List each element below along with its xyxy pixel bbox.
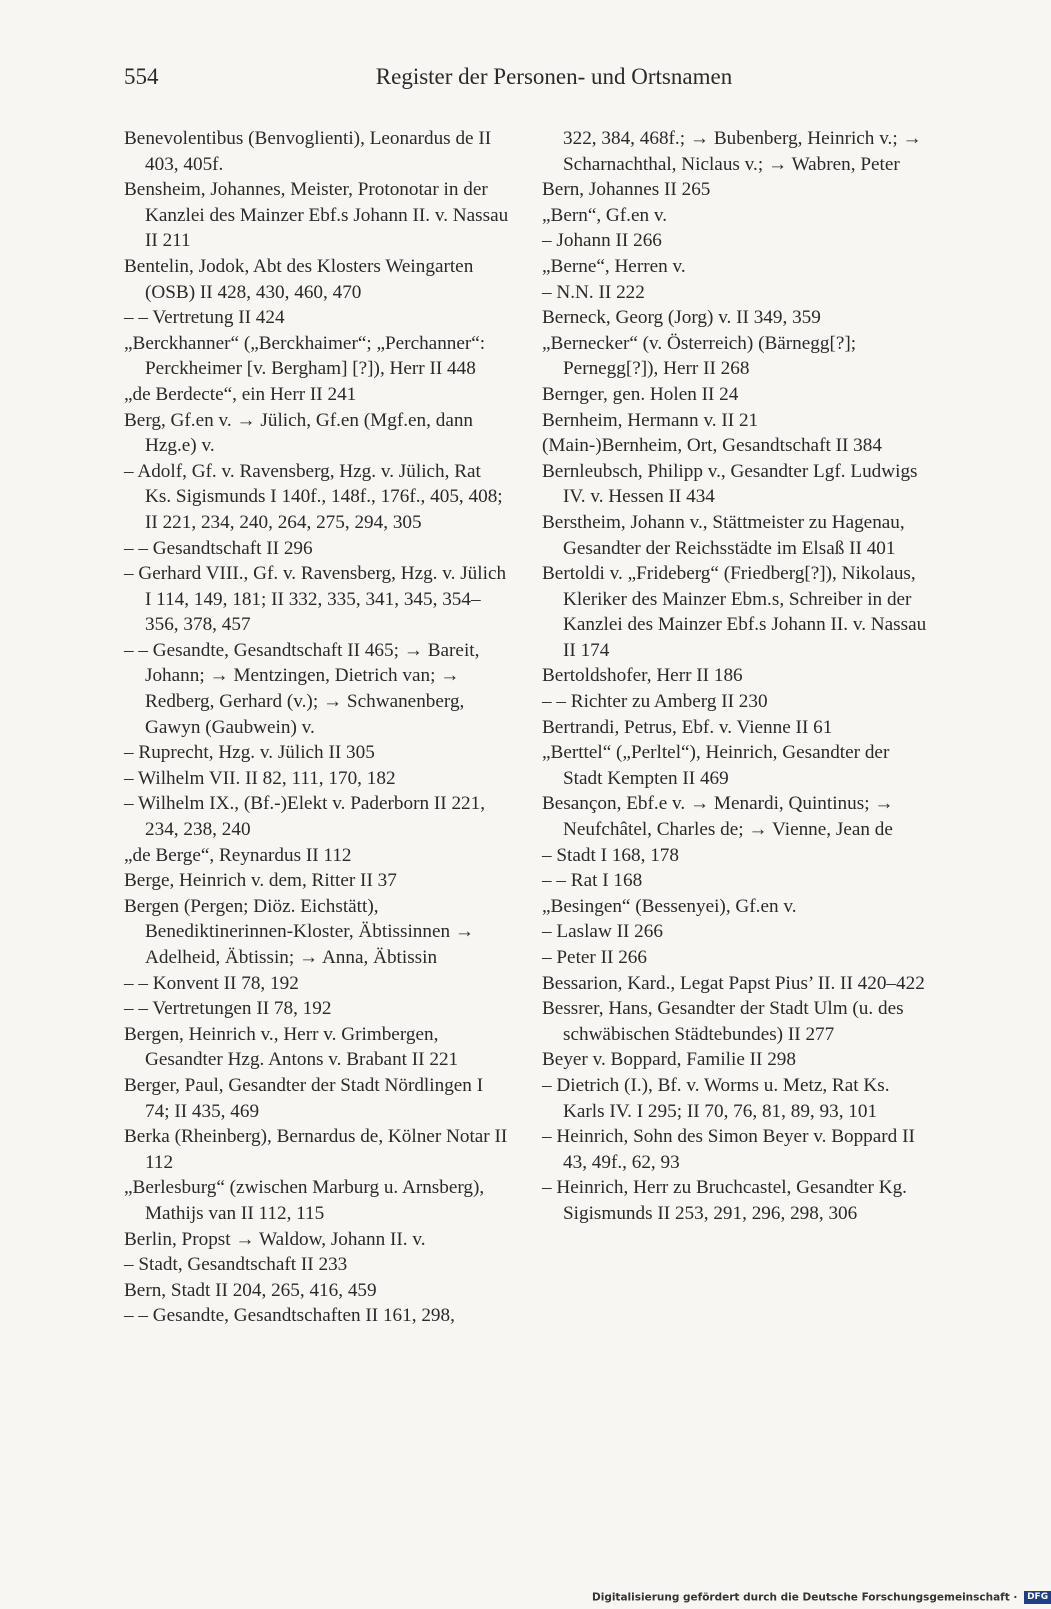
index-entry: „Bernecker“ (v. Österreich) (Bärnegg[?]; Pernegg[?]), Herr II 268: [542, 332, 857, 380]
index-entry: – Stadt I 168, 178: [542, 844, 679, 866]
index-entry: „Berckhanner“ („Berckhaimer“; „Perchanner“: Perckheimer [v. Bergham] [?]), Herr II 448: [124, 332, 486, 380]
page-number: 554: [124, 64, 159, 89]
index-entry: – Wilhelm IX., (Bf.-)Elekt v. Paderborn II 221, 234, 238, 240: [124, 793, 486, 841]
index-entry: „Bern“, Gf.en v.: [542, 204, 668, 226]
index-entry: – – Gesandte, Gesandtschaften II 161, 298,: [124, 1305, 455, 1327]
index-entry: – N.N. II 222: [542, 281, 645, 303]
index-entry: Besançon, Ebf.e v. → Menardi, Quintinus; → Neufchâtel, Charles de; → Vienne, Jean de: [542, 793, 894, 841]
index-entry: Bessarion, Kard., Legat Papst Pius’ II. II 420–422: [542, 972, 925, 994]
index-entry: – Adolf, Gf. v. Ravensberg, Hzg. v. Jülich, Rat Ks. Sigismunds I 140f., 148f., 176f., 405, 408; II 221, 234, 240, 264, 275, 294, 305: [124, 460, 503, 533]
index-entry: – Laslaw II 266: [542, 921, 663, 943]
index-entry: Bernger, gen. Holen II 24: [542, 383, 739, 405]
index-entry: Bertoldi v. „Frideberg“ (Friedberg[?]), Nikolaus, Kleriker des Mainzer Ebm.s, Schreiber in der Kanzlei des Mainzer Ebf.s Johann II. v. Nassau II 174: [542, 563, 927, 661]
index-entry: – Gerhard VIII., Gf. v. Ravensberg, Hzg. v. Jülich I 114, 149, 181; II 332, 335, 341, 345, 354–356, 378, 457: [124, 563, 507, 636]
index-entry: Berge, Heinrich v. dem, Ritter II 37: [124, 870, 397, 892]
index-entry: Bertrandi, Petrus, Ebf. v. Vienne II 61: [542, 716, 833, 738]
index-entry-continuation: 322, 384, 468f.; → Bubenberg, Heinrich v.; → Scharnachthal, Niclaus v.; → Wabren, Peter: [563, 128, 922, 175]
index-entry: – Heinrich, Herr zu Bruchcastel, Gesandter Kg. Sigismunds II 253, 291, 296, 298, 306: [542, 1177, 907, 1224]
index-entry: Bernheim, Hermann v. II 21: [542, 409, 759, 431]
index-entry: Bertoldshofer, Herr II 186: [542, 665, 743, 687]
index-entry: Bessrer, Hans, Gesandter der Stadt Ulm (u. des schwäbischen Städtebundes) II 277: [542, 998, 904, 1045]
index-entry: „de Berdecte“, ein Herr II 241: [124, 383, 357, 405]
index-entry: – – Gesandtschaft II 296: [124, 537, 313, 559]
index-entry: Berger, Paul, Gesandter der Stadt Nördlingen I 74; II 435, 469: [124, 1074, 484, 1122]
index-entry: Bensheim, Johannes, Meister, Protonotar in der Kanzlei des Mainzer Ebf.s Johann II. v. Nassau II 211: [124, 179, 509, 252]
index-entry: „Berne“, Herren v.: [542, 255, 686, 277]
index-entry: Berka (Rheinberg), Bernardus de, Kölner Notar II 112: [124, 1126, 508, 1173]
footer-text: Digitalisierung gefördert durch die Deutsche Forschungsgemeinschaft ·: [592, 1591, 1018, 1604]
index-entry: Bern, Stadt II 204, 265, 416, 459: [124, 1279, 377, 1301]
index-entry: – – Vertretungen II 78, 192: [124, 998, 332, 1020]
index-entry: Benevolentibus (Benvoglienti), Leonardus de II 403, 405f.: [124, 128, 492, 175]
index-entry: – – Rat I 168: [542, 870, 643, 892]
index-entry: – – Vertretung II 424: [124, 307, 285, 329]
index-entry: „Besingen“ (Bessenyei), Gf.en v.: [542, 895, 797, 917]
index-entry: Bergen (Pergen; Diöz. Eichstätt), Benediktinerinnen-Kloster, Äbtissinnen → Adelheid, Äbtissin; → Anna, Äbtissin: [124, 895, 475, 968]
index-entry: Beyer v. Boppard, Familie II 298: [542, 1049, 796, 1071]
index-entry: „Berlesburg“ (zwischen Marburg u. Arnsberg), Mathijs van II 112, 115: [124, 1177, 485, 1224]
index-entry: Berstheim, Johann v., Stättmeister zu Hagenau, Gesandter der Reichsstädte im Elsaß II 401: [542, 511, 905, 559]
index-entry: – Stadt, Gesandtschaft II 233: [124, 1254, 348, 1276]
index-entry: Berlin, Propst → Waldow, Johann II. v.: [124, 1228, 426, 1250]
page-header: [124, 64, 924, 104]
footer-credit: [592, 1591, 1049, 1609]
index-entry: Bern, Johannes II 265: [542, 179, 711, 201]
index-column-left: [124, 126, 509, 1329]
index-entry: – Wilhelm VII. II 82, 111, 170, 182: [124, 767, 396, 789]
index-column-right: [542, 126, 932, 1227]
dfg-logo-icon: DFG: [1024, 1591, 1051, 1604]
index-entry: – – Richter zu Amberg II 230: [542, 691, 768, 713]
index-entry: Bernleubsch, Philipp v., Gesandter Lgf. Ludwigs IV. v. Hessen II 434: [542, 460, 918, 508]
index-entry: „de Berge“, Reynardus II 112: [124, 844, 352, 866]
index-entry: „Berttel“ („Perltel“), Heinrich, Gesandter der Stadt Kempten II 469: [542, 742, 890, 789]
index-entry: – Peter II 266: [542, 947, 647, 968]
index-entry: Berneck, Georg (Jorg) v. II 349, 359: [542, 307, 821, 329]
index-entry: Berg, Gf.en v. → Jülich, Gf.en (Mgf.en, dann Hzg.e) v.: [124, 409, 474, 457]
index-entry: – Johann II 266: [542, 230, 662, 252]
index-entry: – Heinrich, Sohn des Simon Beyer v. Boppard II 43, 49f., 62, 93: [542, 1126, 915, 1173]
index-entry: Bentelin, Jodok, Abt des Klosters Weingarten (OSB) II 428, 430, 460, 470: [124, 255, 474, 303]
index-entry: – Dietrich (I.), Bf. v. Worms u. Metz, Rat Ks. Karls IV. I 295; II 70, 76, 81, 89, 93, 101: [542, 1074, 890, 1122]
index-entry: Bergen, Heinrich v., Herr v. Grimbergen, Gesandter Hzg. Antons v. Brabant II 221: [124, 1023, 459, 1071]
index-entry: (Main-)Bernheim, Ort, Gesandtschaft II 384: [542, 435, 882, 457]
index-entry: – – Konvent II 78, 192: [124, 972, 299, 994]
index-entry: – – Gesandte, Gesandtschaft II 465; → Bareit, Johann; → Mentzingen, Dietrich van; → Redberg, Gerhard (v.); → Schwanenberg, Gawyn (Gaubwein) v.: [124, 639, 480, 738]
running-title: Register der Personen- und Ortsnamen: [375, 64, 733, 89]
index-entry: – Ruprecht, Hzg. v. Jülich II 305: [124, 742, 375, 764]
